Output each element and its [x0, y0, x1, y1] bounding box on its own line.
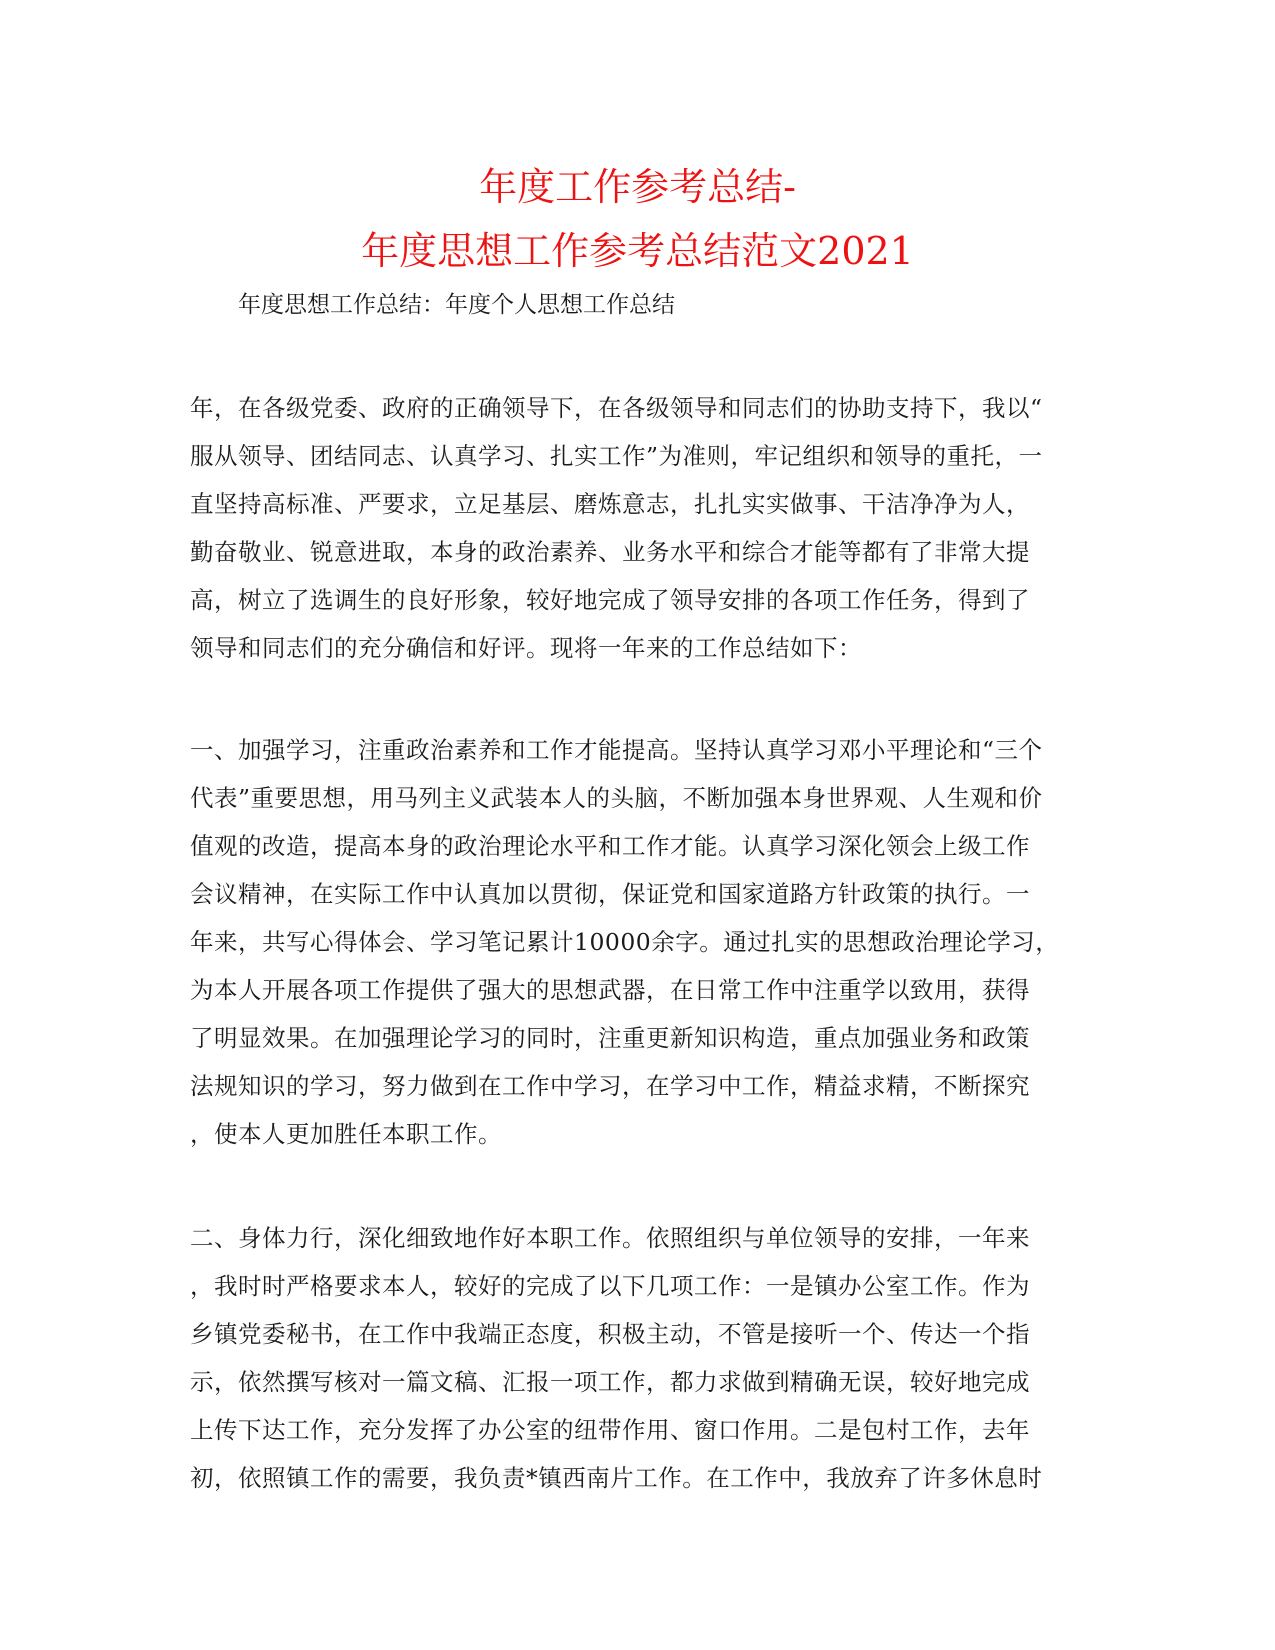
paragraph-section-1	[190, 726, 1090, 1158]
text-line: 了明显效果。在加强理论学习的同时，注重更新知识构造，重点加强业务和政策	[190, 1024, 1030, 1052]
text-line: 服从领导、团结同志、认真学习、扎实工作”为准则，牢记组织和领导的重托，一	[190, 442, 1043, 470]
text-line: ，我时时严格要求本人，较好的完成了以下几项工作：一是镇办公室工作。作为	[190, 1272, 1030, 1300]
text-line: 高，树立了选调生的良好形象，较好地完成了领导安排的各项工作任务，得到了	[190, 586, 1030, 614]
text-line: 示，依然撰写核对一篇文稿、汇报一项工作，都力求做到精确无误，较好地完成	[190, 1368, 1030, 1396]
text-line: 上传下达工作，充分发挥了办公室的纽带作用、窗口作用。二是包村工作，去年	[190, 1416, 1030, 1444]
text-line: 初，依照镇工作的需要，我负责*镇西南片工作。在工作中，我放弃了许多休息时	[190, 1464, 1043, 1492]
text-line: 勤奋敬业、锐意进取，本身的政治素养、业务水平和综合才能等都有了非常大提	[190, 538, 1030, 566]
text-line: 乡镇党委秘书，在工作中我端正态度，积极主动，不管是接听一个、传达一个指	[190, 1320, 1030, 1348]
text-line: 法规知识的学习，努力做到在工作中学习，在学习中工作，精益求精，不断探究	[190, 1072, 1030, 1100]
document-subtitle: 年度思想工作总结：年度个人思想工作总结	[238, 292, 675, 318]
paragraph-section-2	[190, 1214, 1090, 1502]
paragraph-intro	[190, 384, 1090, 672]
text-line: 会议精神，在实际工作中认真加以贯彻，保证党和国家道路方针政策的执行。一	[190, 880, 1030, 908]
text-line: 值观的改造，提高本身的政治理论水平和工作才能。认真学习深化领会上级工作	[190, 832, 1030, 860]
text-line: 年来，共写心得体会、学习笔记累计10000余字。通过扎实的思想政治理论学习，	[190, 928, 1060, 956]
text-line: 为本人开展各项工作提供了强大的思想武器，在日常工作中注重学以致用，获得	[190, 976, 1030, 1004]
text-line: 年，在各级党委、政府的正确领导下，在各级领导和同志们的协助支持下，我以“	[190, 394, 1043, 422]
text-line: 一、加强学习，注重政治素养和工作才能提高。坚持认真学习邓小平理论和“三个	[190, 736, 1043, 764]
text-line: 领导和同志们的充分确信和好评。现将一年来的工作总结如下：	[190, 634, 862, 662]
text-line: 二、身体力行，深化细致地作好本职工作。依照组织与单位领导的安排，一年来	[190, 1224, 1030, 1252]
text-line: 直坚持高标准、严要求，立足基层、磨炼意志，扎扎实实做事、干洁净净为人，	[190, 490, 1030, 518]
document-title-line-1: 年度工作参考总结-	[479, 165, 796, 209]
document-title-line-2: 年度思想工作参考总结范文2021	[361, 229, 914, 273]
text-line: 代表”重要思想，用马列主义武装本人的头脑，不断加强本身世界观、人生观和价	[190, 784, 1043, 812]
text-line: ，使本人更加胜任本职工作。	[190, 1120, 502, 1148]
